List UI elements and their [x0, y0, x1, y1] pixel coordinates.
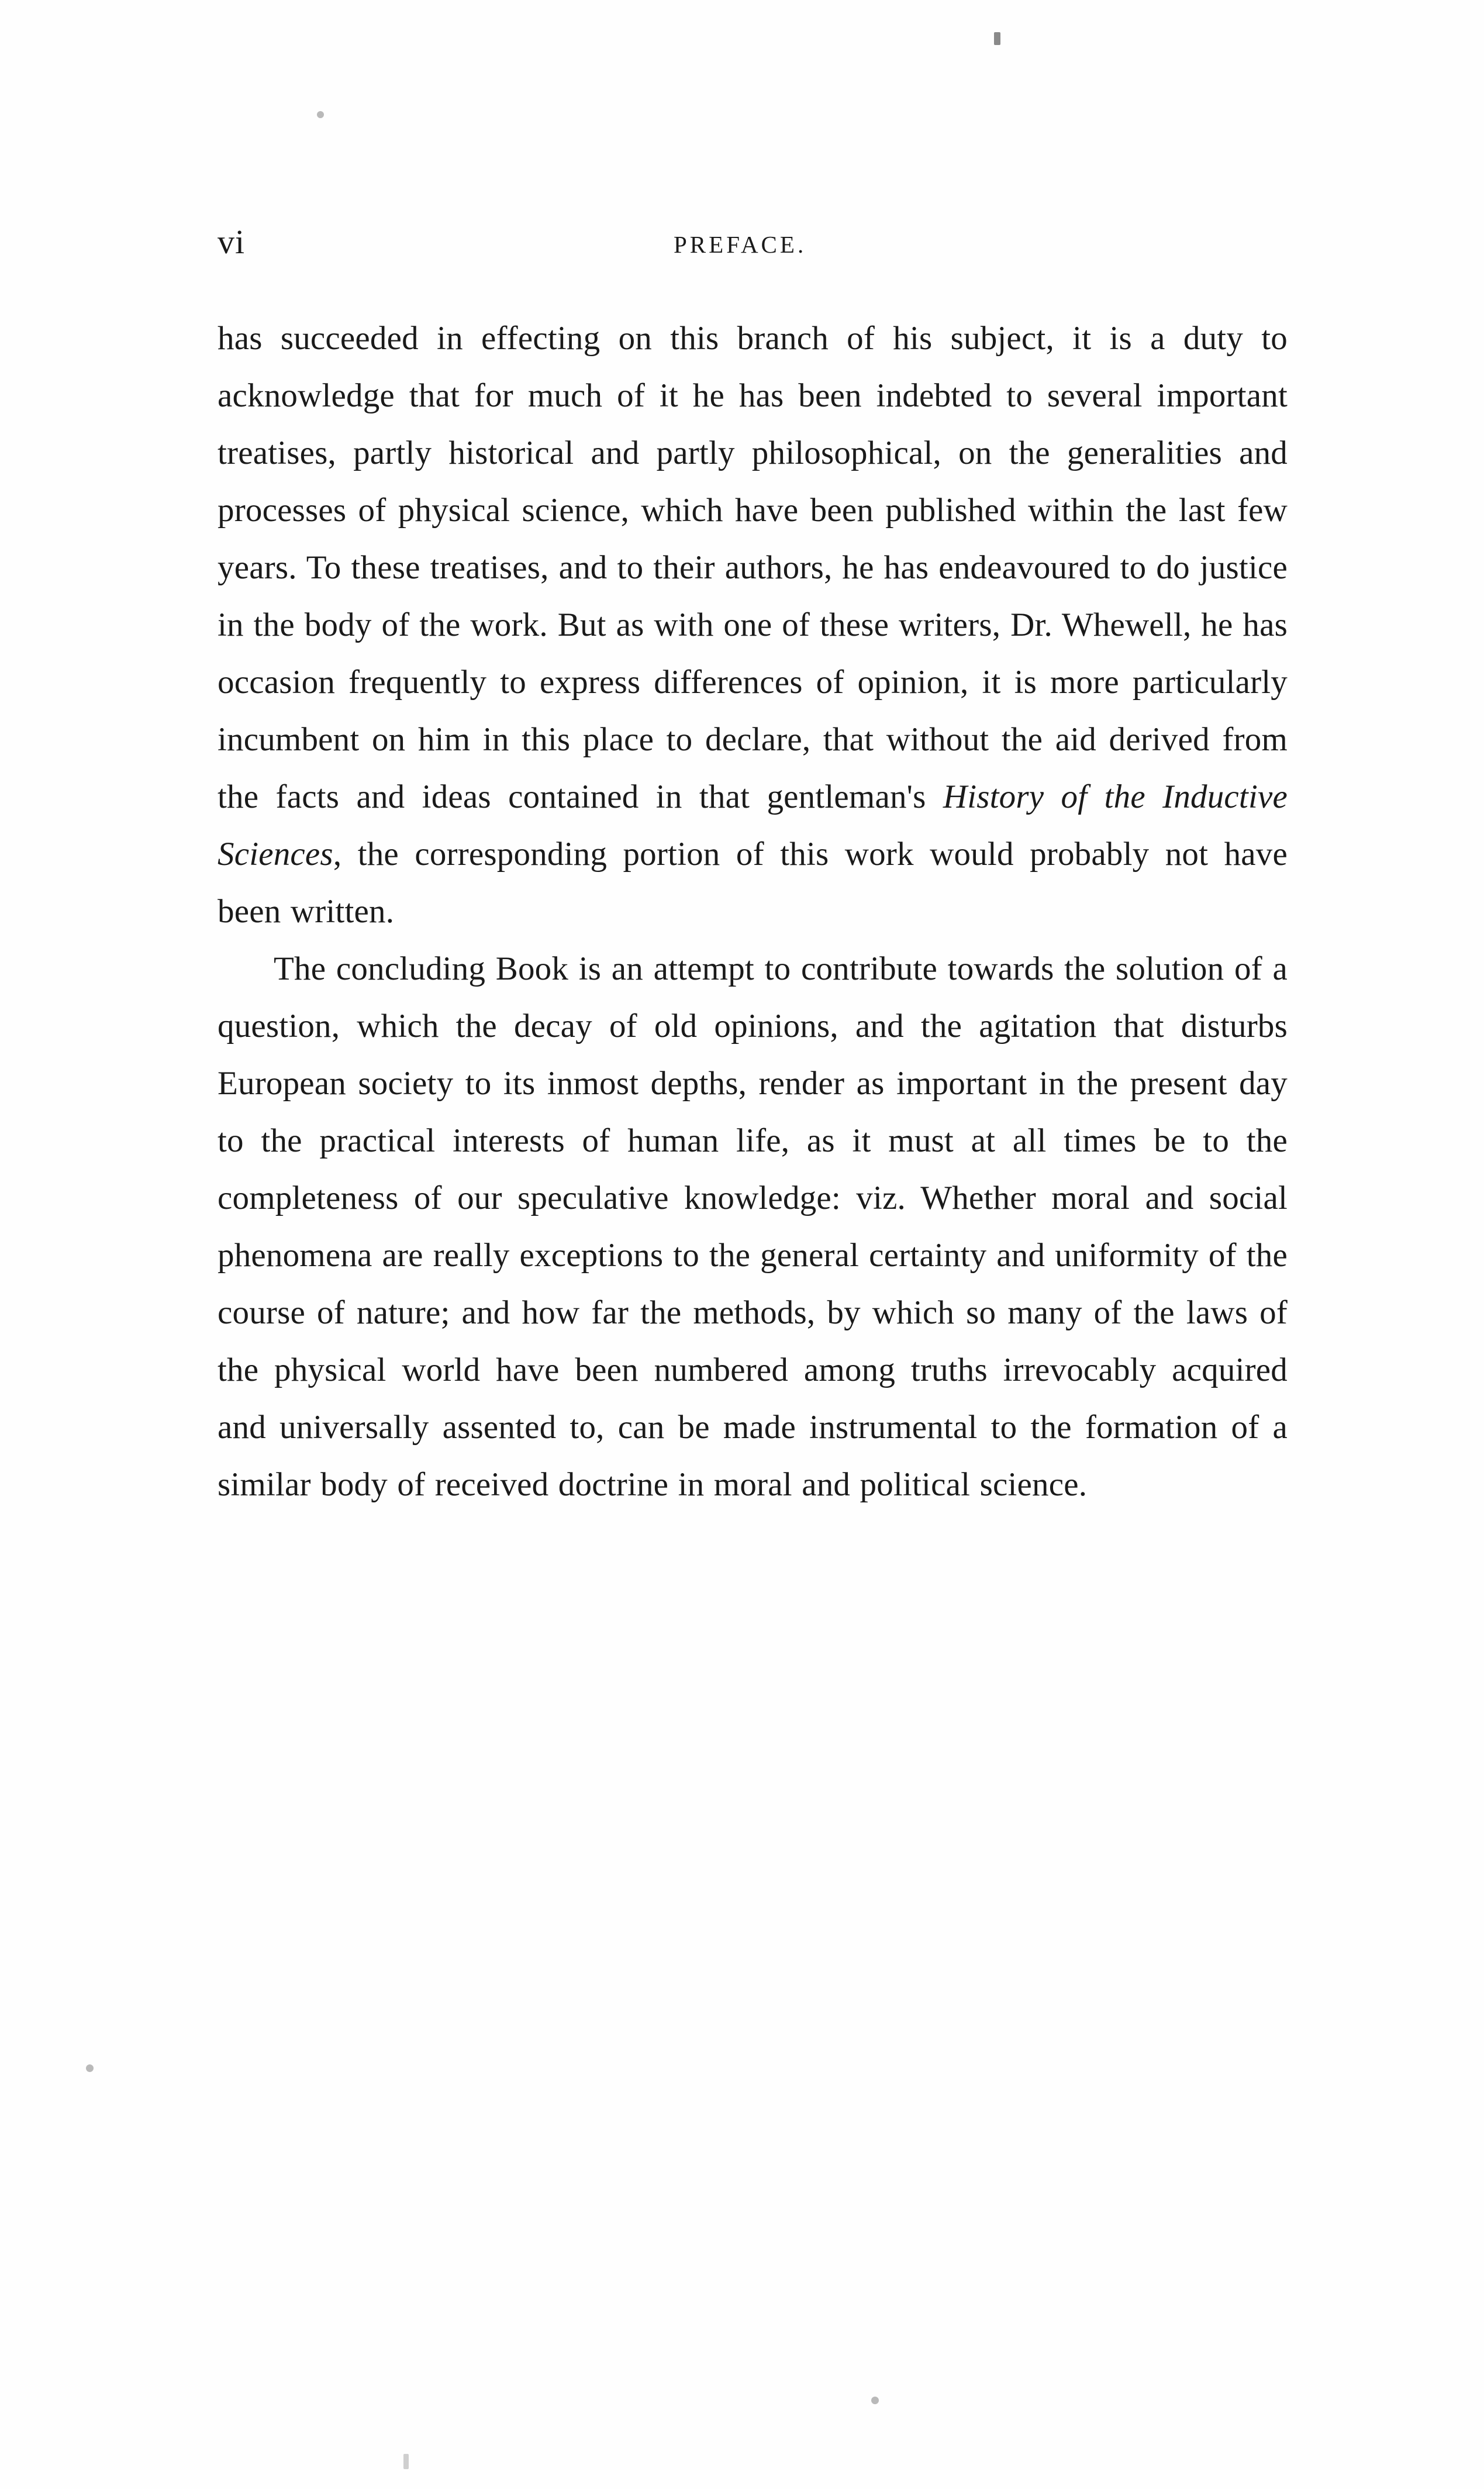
body-text	[218, 310, 1288, 1514]
scan-artifact	[86, 2064, 94, 2072]
text-run: , the corresponding portion of this work would probably not have been written.	[218, 836, 1288, 930]
text-column	[218, 222, 1288, 1514]
page-number: vi	[218, 223, 246, 261]
page-header	[218, 222, 1288, 275]
scan-artifact	[317, 111, 324, 118]
scan-artifact	[403, 2454, 409, 2469]
text-run: has succeeded in effecting on this branch of his subject, it is a duty to acknowledge that for much of it he has been indebted to several important treatises, partly historical and partly philosophical, on the generalities and processes of physical science, which have been published within the last few years. To these treatises, and to their authors, he has endeavoured to do justice in the body of the work. But as with one of these writers, Dr. Whewell, he has occasion frequently to express differences of opinion, it is more particularly incumbent on him in this place to declare, that without the aid derived from the facts and ideas contained in that gentleman's	[218, 320, 1288, 815]
scan-artifact	[994, 32, 1000, 45]
italic-title: History of the Inductive Sciences	[218, 778, 1288, 873]
paragraph	[218, 940, 1288, 1514]
paragraph	[218, 310, 1288, 940]
running-head: PREFACE.	[674, 231, 807, 258]
scan-artifact	[871, 2397, 879, 2404]
text-run: The concluding Book is an attempt to contribute towards the solution of a question, which the decay of old opinions, and the agitation that disturbs European society to its inmost depths, render as important in the present day to the practical interests of human life, as it must at all times be to the completeness of our speculative knowledge: viz. Whether moral and social phenomena are really exceptions to the general certainty and uniformity of the course of nature; and how far the methods, by which so many of the laws of the physical world have been numbered among truths irrevocably acquired and universally assented to, can be made instrumental to the formation of a similar body of received doctrine in moral and political science.	[218, 950, 1288, 1503]
